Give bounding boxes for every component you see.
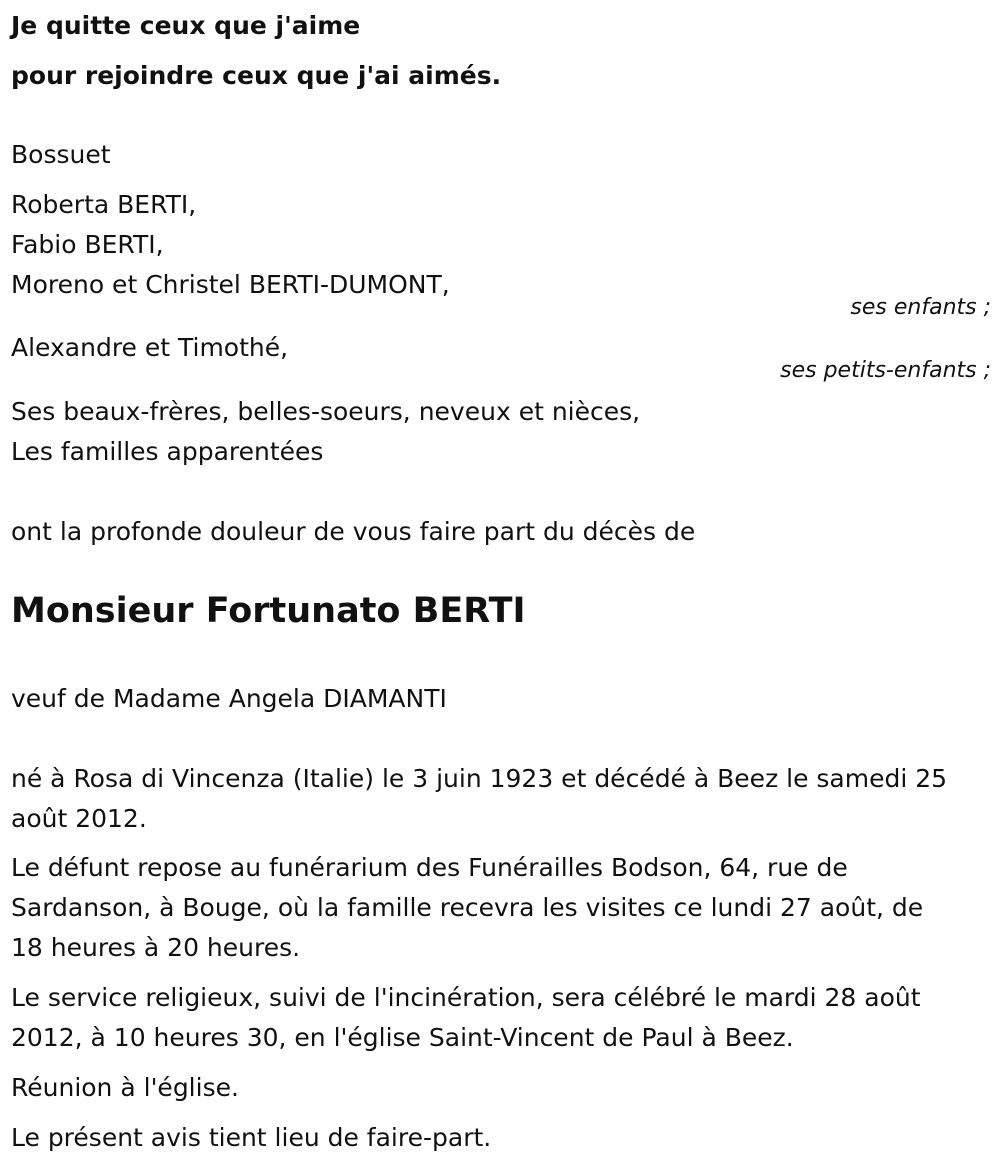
deceased-name: Monsieur Fortunato BERTI xyxy=(11,591,526,631)
notice-note: Le présent avis tient lieu de faire-part. xyxy=(11,1123,492,1152)
family-location: Bossuet xyxy=(11,140,111,169)
meeting-note: Réunion à l'église. xyxy=(11,1073,239,1102)
birth-death-line-2: août 2012. xyxy=(11,804,147,833)
announcement: ont la profonde douleur de vous faire part du décès de xyxy=(11,517,696,546)
funerarium-line-2: Sardanson, à Bouge, où la famille recevra les visites ce lundi 27 août, de xyxy=(11,893,924,922)
relatives-line-1: Ses beaux-frères, belles-soeurs, neveux et nièces, xyxy=(11,397,641,426)
grandchildren: Alexandre et Timothé, xyxy=(11,333,289,362)
epigraph-line-2: pour rejoindre ceux que j'ai aimés. xyxy=(11,61,502,90)
service-line-1: Le service religieux, suivi de l'incinération, sera célébré le mardi 28 août xyxy=(11,983,921,1012)
funerarium-line-1: Le défunt repose au funérarium des Funérailles Bodson, 64, rue de xyxy=(11,853,848,882)
child-3: Moreno et Christel BERTI-DUMONT, xyxy=(11,270,450,299)
grandchildren-role: ses petits-enfants ; xyxy=(780,358,991,383)
relatives-line-2: Les familles apparentées xyxy=(11,437,324,466)
epigraph-line-1: Je quitte ceux que j'aime xyxy=(11,11,361,40)
child-1: Roberta BERTI, xyxy=(11,190,197,219)
birth-death-line-1: né à Rosa di Vincenza (Italie) le 3 juin 1923 et décédé à Beez le samedi 25 xyxy=(11,764,948,793)
obituary-notice xyxy=(11,0,991,1172)
child-2: Fabio BERTI, xyxy=(11,230,164,259)
children-role: ses enfants ; xyxy=(850,295,991,320)
widower-of: veuf de Madame Angela DIAMANTI xyxy=(11,684,447,713)
funerarium-line-3: 18 heures à 20 heures. xyxy=(11,933,301,962)
service-line-2: 2012, à 10 heures 30, en l'église Saint-Vincent de Paul à Beez. xyxy=(11,1023,794,1052)
